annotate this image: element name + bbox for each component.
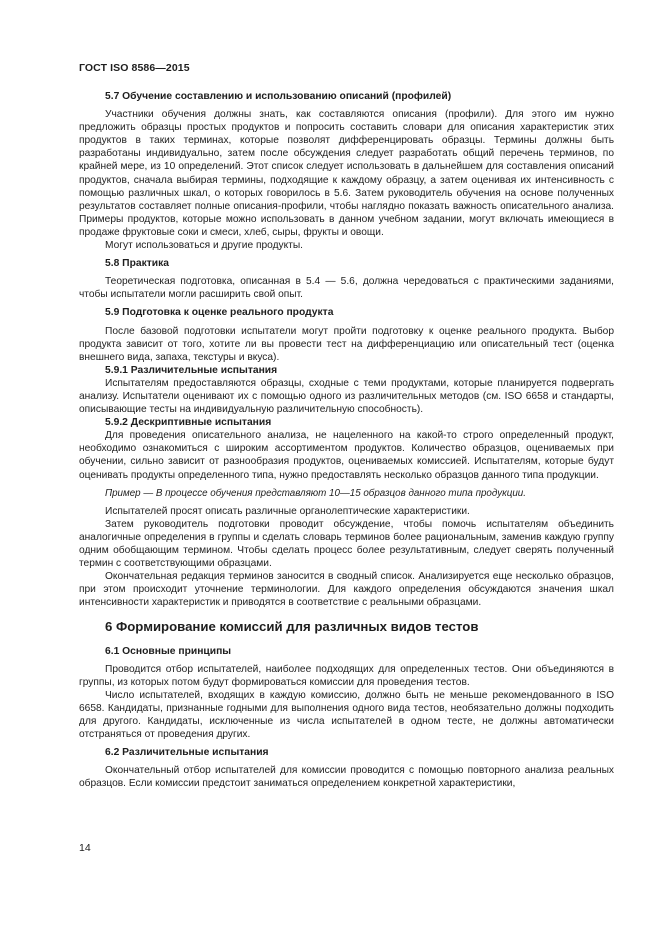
paragraph: Для проведения описательного анализа, не нацеленного на какой-то строго определенный продукт, необходимо ознакомиться с широким ассортиментом продуктов. Количество образцов, оцениваемых при обучении, сильно зависит от разнообразия продуктов, оцениваемых комиссией. Испытателям, которые будут оценивать продукты определенного типа, нужно предоставлять несколько образцов данного типа продукции.	[79, 430, 614, 481]
subsection-heading-5-9-1: 5.9.1 Различительные испытания	[105, 364, 278, 376]
section-heading-5-9: 5.9 Подготовка к оценке реального продукта	[105, 307, 334, 319]
page-number: 14	[79, 842, 91, 854]
example-note: Пример — В процессе обучения представляют 10—15 образцов данного типа продукции.	[105, 487, 526, 499]
paragraph: Проводится отбор испытателей, наиболее подходящих для определенных тестов. Они объединяются в группы, из которых потом будут формироваться комиссии для проведения тестов.	[79, 663, 614, 688]
paragraph: Окончательный отбор испытателей для комиссии проводится с помощью повторного анализа реальных образцов. Если комиссии предстоит заниматься определением конкретной характеристики,	[79, 765, 614, 790]
paragraph: Окончательная редакция терминов заносится в сводный список. Анализируется еще несколько образцов, при этом происходит уточнение терминологии. Для каждого определения обсуждаются значения шкал интенсивности характеристик и приводятся в соответствие с реальными образцами.	[79, 571, 614, 609]
chapter-heading-6: 6 Формирование комиссий для различных видов тестов	[105, 619, 479, 635]
document-header: ГОСТ ISO 8586—2015	[79, 62, 190, 74]
paragraph: Затем руководитель подготовки проводит обсуждение, чтобы помочь испытателям объединить аналогичные определения в группы и сделать словарь терминов более рациональным, заменив каждую группу одним обобщающим термином. Чтобы сделать процесс более результативным, следует сверять полученный термин с соответствующими образцами.	[79, 518, 614, 570]
paragraph: Участники обучения должны знать, как составляются описания (профили). Для этого им нужно предложить образцы простых продуктов и попросить составить словари для описания характеристик этих продуктов в таких терминах, которые позволят дифференцировать образцы. Термины должны быть разработаны индивидуально, затем после обсуждения следует разработать общий перечень терминов, по крайней мере, из 10 определений. Этот список следует использовать в дальнейшем для составления описаний продуктов, сначала выбирая термины, подходящие к каждому образцу, а затем оценивая их интенсивность с помощью различных шкал, о которых говорилось в 5.6. Затем руководитель обучения на основе полученных результатов составляет полные описания-профили, чтобы наглядно показать важность описательного анализа. Примеры продуктов, которые можно использовать в данном учебном задании, могут включать имеющиеся в продаже фруктовые соки и смеси, хлеб, сыры, фрукты и овощи.	[79, 109, 614, 238]
section-heading-6-1: 6.1 Основные принципы	[105, 645, 232, 657]
section-heading-6-2: 6.2 Различительные испытания	[105, 747, 269, 759]
subsection-heading-5-9-2: 5.9.2 Дескриптивные испытания	[105, 417, 272, 429]
paragraph: Могут использоваться и другие продукты.	[105, 240, 304, 252]
section-heading-5-7: 5.7 Обучение составлению и использованию описаний (профилей)	[105, 91, 452, 102]
section-heading-5-8: 5.8 Практика	[105, 258, 169, 270]
document-body	[79, 90, 614, 791]
paragraph: Испытателям предоставляются образцы, сходные с теми продуктами, которые планируется подвергать анализу. Испытатели оценивают их с помощью одного из различительных методов (см. ISO 6658 и стандарты, описывающие тесты на индивидуальную различительную способность).	[79, 377, 614, 416]
paragraph: После базовой подготовки испытатели могут пройти подготовку к оценке реального продукта. Выбор продукта зависит от того, хотите ли вы провести тест на дифференциацию или описательный тест (оценка внешнего вида, запаха, текстуры и вкуса).	[79, 325, 614, 363]
paragraph: Теоретическая подготовка, описанная в 5.4 — 5.6, должна чередоваться с практическими заданиями, чтобы испытатели могли расширить свой опыт.	[79, 276, 614, 301]
paragraph: Испытателей просят описать различные органолептические характеристики.	[105, 505, 470, 517]
paragraph: Число испытателей, входящих в каждую комиссию, должно быть не меньше рекомендованного в ISO 6658. Кандидаты, признанные годными для выполнения одного вида тестов, необязательно должны подходить для другого. Кандидаты, исключенные из числа испытателей в одном тесте, не должны автоматически отстраняться от проведения других.	[79, 689, 614, 741]
